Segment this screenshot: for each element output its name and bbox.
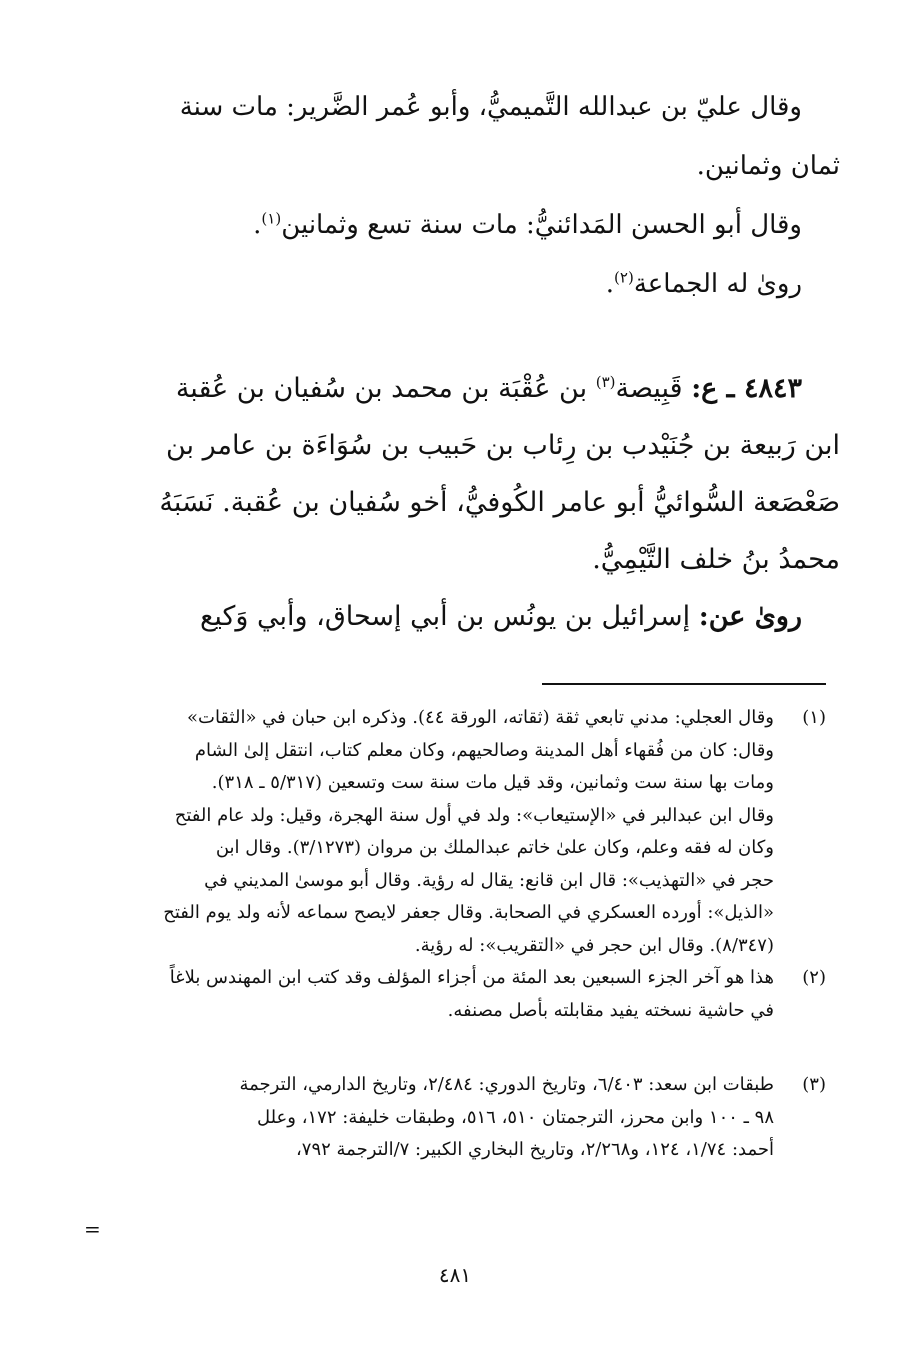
footnote-line: طبقات ابن سعد: ٦/٤٠٣، وتاريخ الدوري: ٢/٤٨٤، وتاريخ الدارمي، الترجمة [239, 1074, 774, 1095]
footnote-line: هذا هو آخر الجزء السبعين بعد المئة من أجزاء المؤلف وقد كتب ابن المهندس بلاغاً [169, 967, 774, 988]
section-gap [140, 314, 840, 360]
madaini-text: وقال أبو الحسن المَدائنيُّ: مات سنة تسع وثمانين [281, 210, 802, 240]
footnote-ref-2[interactable]: (٢) [614, 268, 634, 287]
footnote-number: (١) [802, 707, 826, 728]
footnote-3 [86, 1069, 826, 1167]
entry-line2: ابن رَبيعة بن جُنَيْدب بن رِئاب بن حَبيب بن سُوَاءَة بن عامر بن [165, 430, 840, 461]
entry-line4: محمدُ بنُ خلف التَّيْمِيُّ. [592, 544, 840, 575]
footnote-number: (٣) [802, 1074, 826, 1095]
main-text [140, 78, 840, 645]
footnote-line: (٨/٣٤٧). وقال ابن حجر في «التقريب»: له رؤية. [414, 934, 774, 956]
entry-name: قَبِيصة [615, 373, 683, 404]
footnote-line: ومات بها سنة ست وثمانين، وقد قيل مات سنة ست وتسعين (٥/٣١٧ ـ ٣١٨). [211, 772, 774, 793]
continuation-mark: = [84, 1217, 101, 1241]
footnote-line: أحمد: ١/٧٤، ١٢٤، و٢/٢٦٨، وتاريخ البخاري الكبير: ٧/الترجمة ٧٩٢، [295, 1139, 774, 1160]
footnote-separator [542, 683, 826, 685]
entry-heading-line1 [140, 360, 840, 417]
footnote-1 [86, 702, 826, 962]
footnote-2 [86, 962, 826, 1027]
footnote-body [86, 702, 774, 962]
footnote-ref-1[interactable]: (١) [261, 209, 282, 228]
footnotes [86, 702, 826, 1167]
footnote-number: (٢) [802, 967, 826, 988]
paragraph-death-line2: ثمان وثمانين. [696, 151, 840, 181]
paragraph-madaini [140, 196, 840, 255]
jamaa-end: . [605, 269, 615, 299]
entry-line3: صَعْصَعة السُّوائيُّ أبو عامر الكُوفيُّ، أخو سُفيان بن عُقبة. نَسَبَهُ [159, 487, 840, 518]
jamaa-text: روىٰ له الجماعة [633, 269, 802, 299]
entry-line1-rest: بن عُقْبَة بن محمد بن سُفيان بن عُقبة [175, 373, 588, 404]
narrated-from-label: روىٰ عن: [698, 601, 802, 632]
footnote-line: وقال: كان من فُقهاء أهل المدينة وصالحيهم، وكان معلم كتاب، انتقل إلىٰ الشام [194, 739, 774, 761]
footnote-body [86, 1069, 774, 1167]
footnote-line: ٩٨ ـ ١٠٠ وابن محرز، الترجمتان ٥١٠، ٥١٦، وطبقات خليفة: ١٧٢، وعلل [256, 1106, 774, 1128]
entry-number: ٤٨٤٣ ـ ع: [691, 373, 802, 404]
footnote-line: وكان له فقه وعلم، وكان علىٰ خاتم عبدالملك بن مروان (٣/١٢٧٣). وقال ابن [215, 837, 774, 858]
narrated-from-line [140, 588, 840, 645]
footnote-line: وقال العجلي: مدني تابعي ثقة (ثقاته، الورقة ٤٤). وذكره ابن حبان في «الثقات» [186, 707, 774, 728]
madaini-end: . [253, 210, 262, 240]
footnote-line: وقال ابن عبدالبر في «الإستيعاب»: ولد في أول سنة الهجرة، وقيل: ولد عام الفتح [174, 804, 774, 826]
footnote-line: حجر في «التهذيب»: قال ابن قانع: يقال له رؤية. وقال أبو موسىٰ المديني في [204, 869, 774, 891]
paragraph-death-line1: وقال عليّ بن عبدالله التَّميميُّ، وأبو عُمر الضَّرير: مات سنة [179, 92, 802, 122]
footnote-line: في حاشية نسخته يفيد مقابلته بأصل مصنفه. [447, 999, 774, 1021]
footnote-line: «الذيل»: أورده العسكري في الصحابة. وقال جعفر لايصح سماعه لأنه ولد يوم الفتح [163, 902, 774, 923]
narrated-from-text: إسرائيل بن يونُس بن أبي إسحاق، وأبي وَكيع [199, 601, 691, 632]
footnote-gap [86, 1027, 826, 1069]
paragraph-jamaa [140, 255, 840, 314]
page-number: ٤٨١ [438, 1263, 472, 1287]
footnote-ref-3[interactable]: (٣) [595, 373, 616, 391]
footnote-body [86, 962, 774, 1027]
